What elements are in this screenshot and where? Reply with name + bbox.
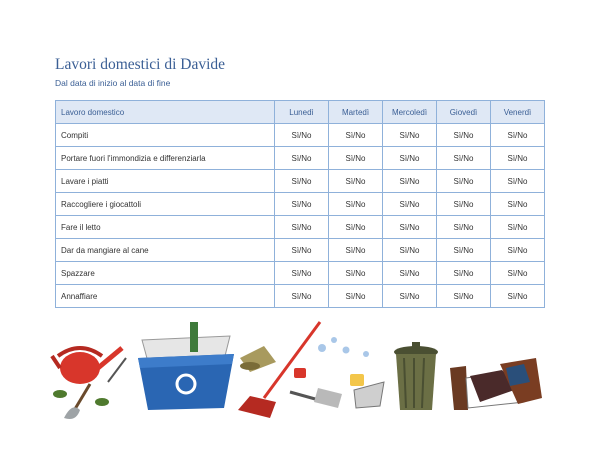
chore-name: Spazzare (56, 262, 275, 285)
table-row (56, 124, 545, 147)
chore-name: Lavare i piatti (56, 170, 275, 193)
page-title: Lavori domestici di Davide (55, 56, 226, 73)
column-header-monday: Lunedì (275, 101, 329, 124)
day-cell[interactable]: Sì/No (329, 147, 383, 170)
day-cell[interactable]: Sì/No (491, 147, 545, 170)
table-row (56, 170, 545, 193)
table-header-row (56, 101, 545, 124)
day-cell[interactable]: Sì/No (491, 262, 545, 285)
day-cell[interactable]: Sì/No (275, 285, 329, 308)
table-row (56, 262, 545, 285)
table-row (56, 239, 545, 262)
recycling-bin-icon (138, 322, 234, 410)
chore-name: Raccogliere i giocattoli (56, 193, 275, 216)
chore-name: Compiti (56, 124, 275, 147)
day-cell[interactable]: Sì/No (383, 147, 437, 170)
day-cell[interactable]: Sì/No (437, 193, 491, 216)
day-cell[interactable]: Sì/No (437, 147, 491, 170)
day-cell[interactable]: Sì/No (383, 262, 437, 285)
day-cell[interactable]: Sì/No (491, 216, 545, 239)
day-cell[interactable]: Sì/No (275, 124, 329, 147)
day-cell[interactable]: Sì/No (329, 239, 383, 262)
table-row (56, 285, 545, 308)
day-cell[interactable]: Sì/No (383, 285, 437, 308)
day-cell[interactable]: Sì/No (329, 170, 383, 193)
day-cell[interactable]: Sì/No (437, 285, 491, 308)
day-cell[interactable]: Sì/No (491, 124, 545, 147)
chore-table (55, 100, 545, 308)
day-cell[interactable]: Sì/No (437, 216, 491, 239)
day-cell[interactable]: Sì/No (383, 170, 437, 193)
day-cell[interactable]: Sì/No (383, 193, 437, 216)
day-cell[interactable]: Sì/No (275, 239, 329, 262)
day-cell[interactable]: Sì/No (491, 170, 545, 193)
day-cell[interactable]: Sì/No (329, 124, 383, 147)
table-row (56, 147, 545, 170)
day-cell[interactable]: Sì/No (275, 216, 329, 239)
table-row (56, 216, 545, 239)
day-cell[interactable]: Sì/No (437, 124, 491, 147)
chore-name: Dar da mangiare al cane (56, 239, 275, 262)
watering-can-icon (52, 348, 126, 419)
table-row (56, 193, 545, 216)
day-cell[interactable]: Sì/No (437, 262, 491, 285)
trash-can-icon (394, 342, 438, 410)
day-cell[interactable]: Sì/No (383, 124, 437, 147)
day-cell[interactable]: Sì/No (329, 262, 383, 285)
day-cell[interactable]: Sì/No (329, 285, 383, 308)
column-header-thursday: Giovedì (437, 101, 491, 124)
day-cell[interactable]: Sì/No (275, 262, 329, 285)
chore-name: Fare il letto (56, 216, 275, 239)
column-header-wednesday: Mercoledì (383, 101, 437, 124)
column-header-tuesday: Martedì (329, 101, 383, 124)
dishes-icon (290, 337, 384, 408)
day-cell[interactable]: Sì/No (329, 193, 383, 216)
day-cell[interactable]: Sì/No (275, 147, 329, 170)
day-cell[interactable]: Sì/No (491, 193, 545, 216)
day-cell[interactable]: Sì/No (491, 239, 545, 262)
day-cell[interactable]: Sì/No (275, 193, 329, 216)
bed-icon (450, 358, 542, 410)
day-cell[interactable]: Sì/No (275, 170, 329, 193)
chore-name: Portare fuori l'immondizia e differenziarla (56, 147, 275, 170)
day-cell[interactable]: Sì/No (383, 216, 437, 239)
column-header-chore: Lavoro domestico (56, 101, 275, 124)
column-header-friday: Venerdì (491, 101, 545, 124)
chore-name: Annaffiare (56, 285, 275, 308)
chores-illustration (50, 318, 560, 422)
day-cell[interactable]: Sì/No (437, 170, 491, 193)
date-range-subtitle: Dal data di inizio al data di fine (55, 78, 171, 88)
day-cell[interactable]: Sì/No (383, 239, 437, 262)
day-cell[interactable]: Sì/No (437, 239, 491, 262)
dustpan-icon (240, 346, 276, 372)
day-cell[interactable]: Sì/No (329, 216, 383, 239)
day-cell[interactable]: Sì/No (491, 285, 545, 308)
